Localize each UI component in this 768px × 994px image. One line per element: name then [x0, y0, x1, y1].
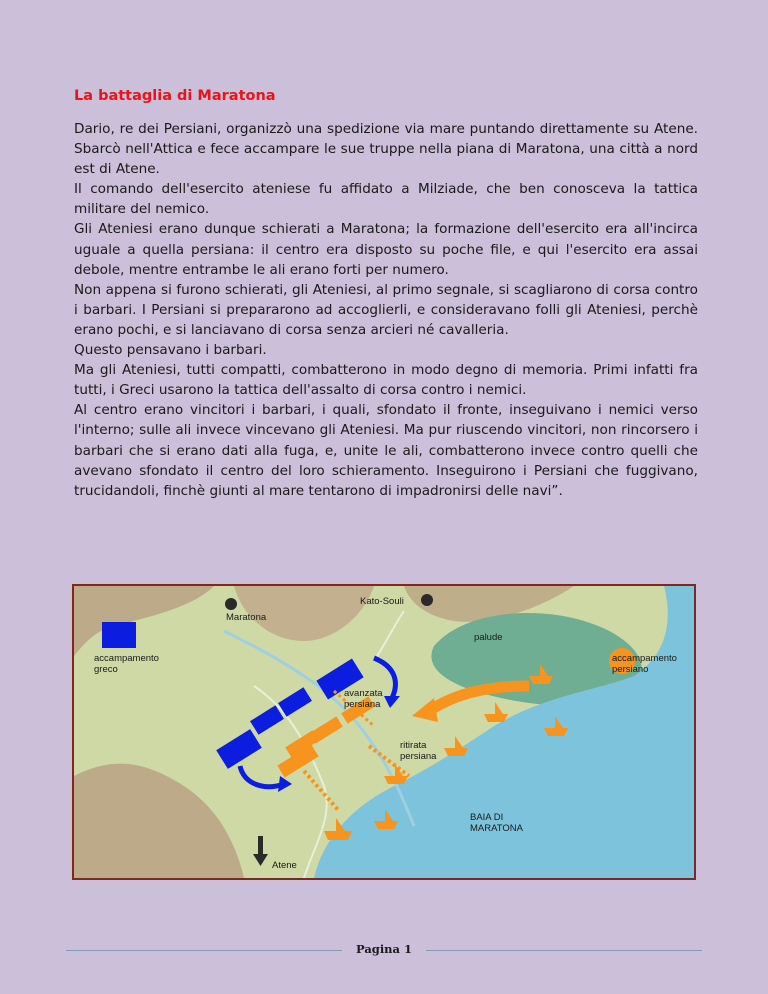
label-palude: palude: [474, 632, 503, 643]
label-accampamento-greco: accampamento greco: [94, 653, 159, 675]
paragraph: Dario, re dei Persiani, organizzò una spedizione via mare puntando direttamente su Atene. Sbarcò nell'Attica e fece accampare le sue truppe nella piana di Maratona, una città a nord est di Atene.: [74, 121, 698, 178]
label-avanzata-persiana: avanzata persiana: [344, 688, 383, 710]
page-title: La battaglia di Maratona: [74, 88, 276, 104]
paragraph: Questo pensavano i barbari.: [74, 342, 267, 359]
paragraph: Gli Ateniesi erano dunque schierati a Maratona; la formazione dell'esercito era all'incirca uguale a quella persiana: il centro era disposto su poche file, e qui l'esercito era assai debole, mentre entrambe le ali erano forti per numero.: [74, 221, 698, 278]
paragraph: Non appena si furono schierati, gli Ateniesi, al primo segnale, si scagliarono di corsa contro i barbari. I Persiani si prepararono ad accoglierli, e consideravano folli gli Ateniesi, perchè erano pochi, e si lanciavano di corsa senza arcieri né cavalleria.: [74, 281, 698, 338]
paragraph: Al centro erano vincitori i barbari, i quali, sfondato il fronte, inseguivano i nemici verso l'interno; sulle ali invece vincevano gli Ateniesi. Ma pur riuscendo vincitori, non rincorsero i barbari che si erano dati alla fuga, e, unite le ali, combatterono invece contro quelli che avevano sfondato il centro del loro schieramento. Inseguirono i Persiani che fuggivano, trucidandoli, finchè giunti al mare tentarono di impadronirsi delle navi”.: [74, 402, 698, 499]
page-number: Pagina 1: [355, 942, 413, 956]
kato-souli-marker: [421, 594, 433, 606]
paragraph: Il comando dell'esercito ateniese fu affidato a Milziade, che ben conosceva la tattica militare del nemico.: [74, 181, 698, 218]
label-accampamento-persiano: accampamento persiano: [612, 653, 677, 675]
atene-arrow: [258, 836, 263, 856]
battle-map-svg: [74, 586, 694, 878]
maratona-marker: [225, 598, 237, 610]
label-ritirata-persiana: ritirata persiana: [400, 740, 437, 762]
battle-map: [72, 584, 696, 880]
paragraph: Ma gli Ateniesi, tutti compatti, combatterono in modo degno di memoria. Primi infatti fra tutti, i Greci usarono la tattica dell'assalto di corsa contro i nemici.: [74, 362, 698, 399]
label-atene: Atene: [272, 860, 297, 871]
label-maratona: Maratona: [226, 612, 267, 623]
label-kato-souli: Kato-Souli: [360, 596, 404, 607]
label-baia-di-maratona: BAIA DI MARATONA: [470, 812, 523, 834]
article-body: [74, 119, 698, 501]
greek-camp-marker: [102, 622, 136, 648]
